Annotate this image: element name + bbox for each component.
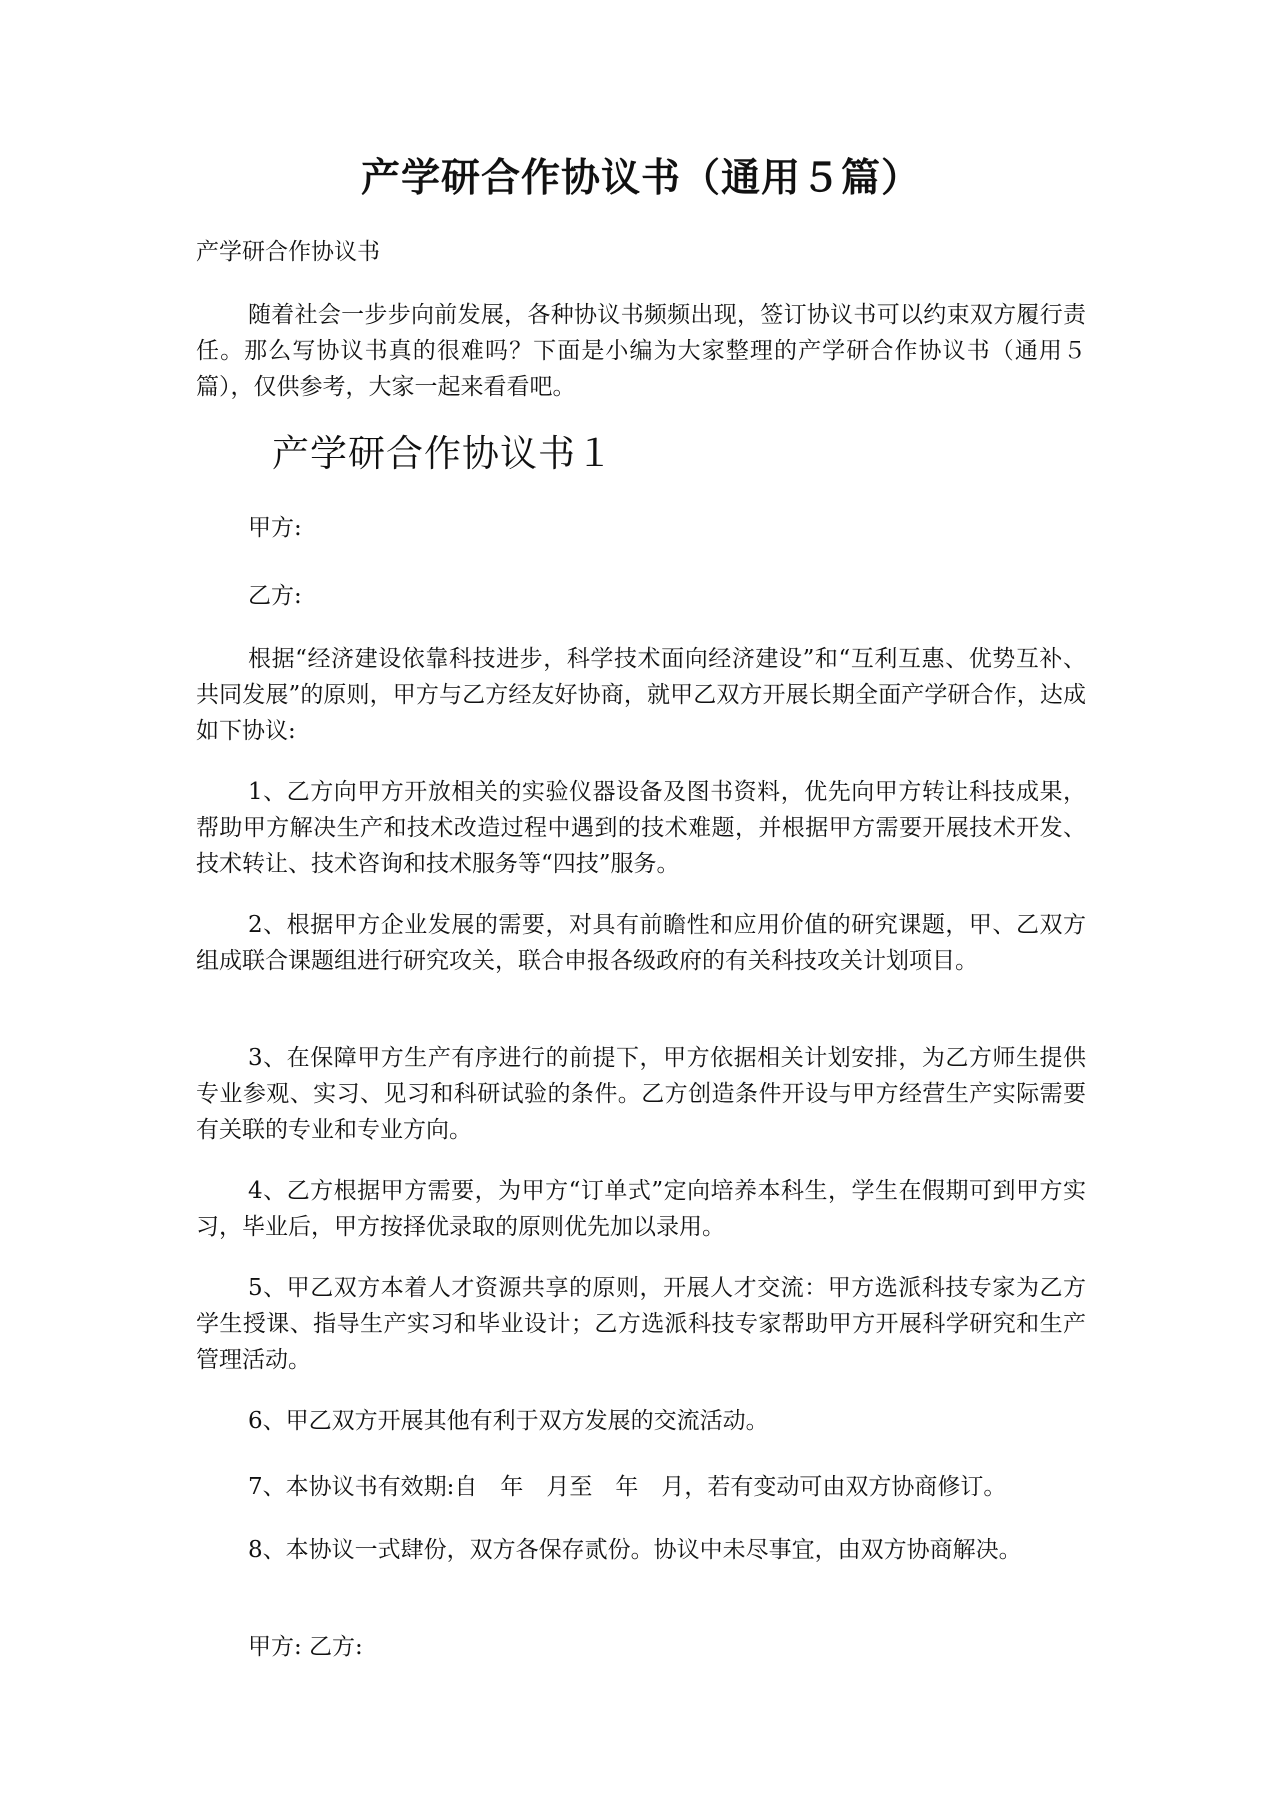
document-title: 产学研合作协议书（通用５篇） [360,155,921,201]
clause-5: 5、甲乙双方本着人才资源共享的原则，开展人才交流：甲方选派科技专家为乙方学生授课、指导生产实习和毕业设计；乙方选派科技专家帮助甲方开展科学研究和生产管理活动。 [196,1275,1086,1373]
clause-3: 3、在保障甲方生产有序进行的前提下，甲方依据相关计划安排，为乙方师生提供专业参观、实习、见习和科研试验的条件。乙方创造条件开设与甲方经营生产实际需要有关联的专业和专业方向。 [196,1045,1086,1143]
party-b-label: 乙方: [248,583,302,609]
section-heading: 产学研合作协议书１ [272,432,614,475]
intro-paragraph: 随着社会一步步向前发展，各种协议书频频出现，签订协议书可以约束双方履行责任。那么写协议书真的很难吗？下面是小编为大家整理的产学研合作协议书（通用５篇），仅供参考，大家一起来看看吧。 [196,302,1086,400]
clause-8: 8、本协议一式肆份，双方各保存贰份。协议中未尽事宜，由双方协商解决。 [248,1537,1022,1563]
party-a-label: 甲方: [248,515,302,541]
clause-1: 1、乙方向甲方开放相关的实验仪器设备及图书资料，优先向甲方转让科技成果，帮助甲方解决生产和技术改造过程中遇到的技术难题，并根据甲方需要开展技术开发、技术转让、技术咨询和技术服务等“四技”服务。 [196,779,1086,877]
clause-7: 7、本协议书有效期:自 年 月至 年 月，若有变动可由双方协商修订。 [248,1474,1007,1500]
signature-line: 甲方: 乙方: [248,1634,363,1660]
clause-6: 6、甲乙双方开展其他有利于双方发展的交流活动。 [248,1408,769,1434]
clause-2: 2、根据甲方企业发展的需要，对具有前瞻性和应用价值的研究课题，甲、乙双方组成联合课题组进行研究攻关，联合申报各级政府的有关科技攻关计划项目。 [196,912,1086,974]
clause-4: 4、乙方根据甲方需要，为甲方“订单式”定向培养本科生，学生在假期可到甲方实习，毕业后，甲方按择优录取的原则优先加以录用。 [196,1178,1086,1240]
document-subtitle: 产学研合作协议书 [196,239,380,265]
preamble-paragraph: 根据“经济建设依靠科技进步，科学技术面向经济建设”和“互利互惠、优势互补、共同发展”的原则，甲方与乙方经友好协商，就甲乙双方开展长期全面产学研合作，达成如下协议: [196,646,1086,744]
